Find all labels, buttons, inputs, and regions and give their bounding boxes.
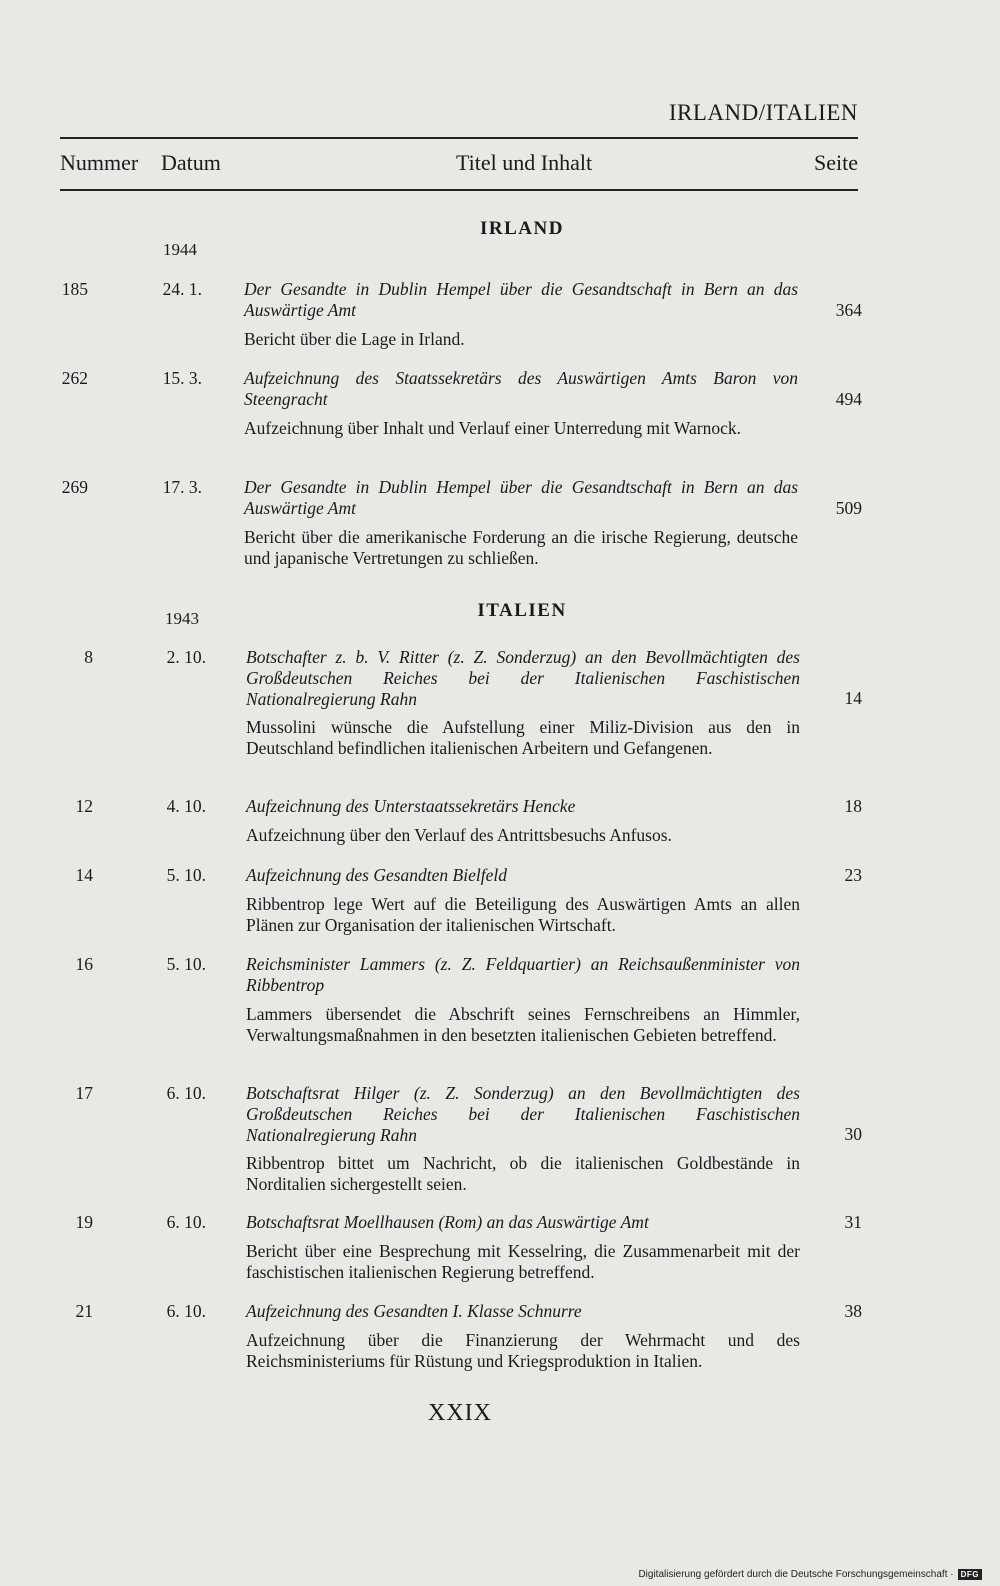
entry-summary: Mussolini wünsche die Aufstellung einer Miliz-Division aus den in Deutschland befindlichen italienischen Arbeitern und Gefangenen.: [246, 717, 800, 758]
entry-summary: Lammers übersendet die Abschrift seines Fernschreibens an Himmler, Verwaltungsmaßnahmen in den besetzten italienischen Gebieten betreffend.: [246, 1004, 800, 1045]
entry-number: 269: [61, 477, 88, 497]
entry-date: 2. 10.: [166, 647, 206, 667]
entry-date: 4. 10.: [166, 796, 206, 816]
entry-page: 23: [844, 865, 862, 885]
entry-date: 6. 10.: [166, 1301, 206, 1321]
entry-date: 5. 10.: [166, 954, 206, 974]
column-header-title: Titel und Inhalt: [456, 150, 593, 175]
footer-credit-text: Digitalisierung gefördert durch die Deutsche Forschungsgemeinschaft ·: [638, 1569, 954, 1580]
entry-number: 16: [75, 954, 93, 974]
entry-date: 17. 3.: [162, 477, 202, 497]
entry-title: Botschaftsrat Hilger (z. Z. Sonderzug) an den Bevollmächtigten des Großdeutschen Reiches bei der Italienischen Faschistischen Nationalregierung Rahn: [246, 1083, 800, 1145]
entry-number: 14: [75, 865, 93, 885]
entry-summary: Aufzeichnung über Inhalt und Verlauf einer Unterredung mit Warnock.: [244, 418, 742, 438]
entry-title: Botschaftsrat Moellhausen (Rom) an das Auswärtige Amt: [246, 1212, 649, 1232]
entry-number: 17: [75, 1083, 93, 1103]
entry-summary: Bericht über die amerikanische Forderung an die irische Regierung, deutsche und japanische Vertretungen zu schließen.: [244, 527, 798, 568]
entry-summary: Bericht über eine Besprechung mit Kesselring, die Zusammenarbeit mit der faschistischen italienischen Regierung betreffend.: [246, 1241, 800, 1282]
entry-summary: Aufzeichnung über die Finanzierung der Wehrmacht und des Reichsministeriums für Rüstung und Kriegsproduktion in Italien.: [246, 1330, 800, 1371]
entry-title: Aufzeichnung des Gesandten Bielfeld: [246, 865, 507, 885]
dfg-logo: DFG: [958, 1569, 982, 1580]
entry-date: 6. 10.: [166, 1083, 206, 1103]
entry-number: 8: [84, 647, 93, 667]
entry-date: 6. 10.: [166, 1212, 206, 1232]
column-header-date: Datum: [161, 150, 221, 175]
column-header-number: Nummer: [60, 150, 139, 175]
section-year-italien: 1943: [165, 609, 199, 628]
header-rule-top: [60, 137, 858, 139]
section-title-italien: ITALIEN: [477, 600, 567, 621]
entry-title: Aufzeichnung des Gesandten I. Klasse Schnurre: [246, 1301, 582, 1321]
entry-page: 509: [835, 498, 862, 518]
entry-date: 24. 1.: [162, 279, 202, 299]
entry-date: 5. 10.: [166, 865, 206, 885]
entry-title: Aufzeichnung des Staatssekretärs des Auswärtigen Amts Baron von Steengracht: [244, 368, 798, 409]
entry-page: 14: [844, 688, 862, 708]
entry-title: Botschafter z. b. V. Ritter (z. Z. Sonderzug) an den Bevollmächtigten des Großdeutschen Reiches bei der Italienischen Faschistischen Nationalregierung Rahn: [246, 647, 800, 709]
entry-page: 30: [844, 1124, 862, 1144]
entry-number: 262: [61, 368, 88, 388]
entry-title: Reichsminister Lammers (z. Z. Feldquartier) an Reichsaußenminister von Ribbentrop: [246, 954, 800, 995]
entry-page: 38: [844, 1301, 862, 1321]
entry-number: 12: [75, 796, 93, 816]
entry-summary: Bericht über die Lage in Irland.: [244, 329, 465, 349]
page-header: IRLAND/ITALIEN: [668, 100, 858, 125]
entry-date: 15. 3.: [162, 368, 202, 388]
entry-title: Aufzeichnung des Unterstaatssekretärs Hencke: [246, 796, 576, 816]
entry-title: Der Gesandte in Dublin Hempel über die Gesandtschaft in Bern an das Auswärtige Amt: [244, 279, 798, 320]
entry-page: 31: [844, 1212, 862, 1232]
entry-summary: Aufzeichnung über den Verlauf des Antrittsbesuchs Anfusos.: [246, 825, 672, 845]
entry-page: 18: [844, 796, 862, 816]
section-year-irland: 1944: [163, 240, 197, 259]
entry-number: 19: [75, 1212, 93, 1232]
entry-summary: Ribbentrop bittet um Nachricht, ob die italienischen Goldbestände in Norditalien sichergestellt seien.: [246, 1153, 800, 1194]
entry-summary: Ribbentrop lege Wert auf die Beteiligung des Auswärtigen Amts an allen Plänen zur Organisation der italienischen Wirtschaft.: [246, 894, 800, 935]
entry-number: 21: [75, 1301, 93, 1321]
page-folio: XXIX: [428, 1400, 492, 1426]
header-rule-bottom: [60, 189, 858, 191]
column-header-page: Seite: [814, 150, 858, 175]
section-title-irland: IRLAND: [480, 218, 564, 239]
entry-number: 185: [61, 279, 88, 299]
entry-title: Der Gesandte in Dublin Hempel über die Gesandtschaft in Bern an das Auswärtige Amt: [244, 477, 798, 518]
entry-page: 494: [835, 389, 862, 409]
entry-page: 364: [835, 300, 862, 320]
footer-credit: [638, 1569, 982, 1580]
